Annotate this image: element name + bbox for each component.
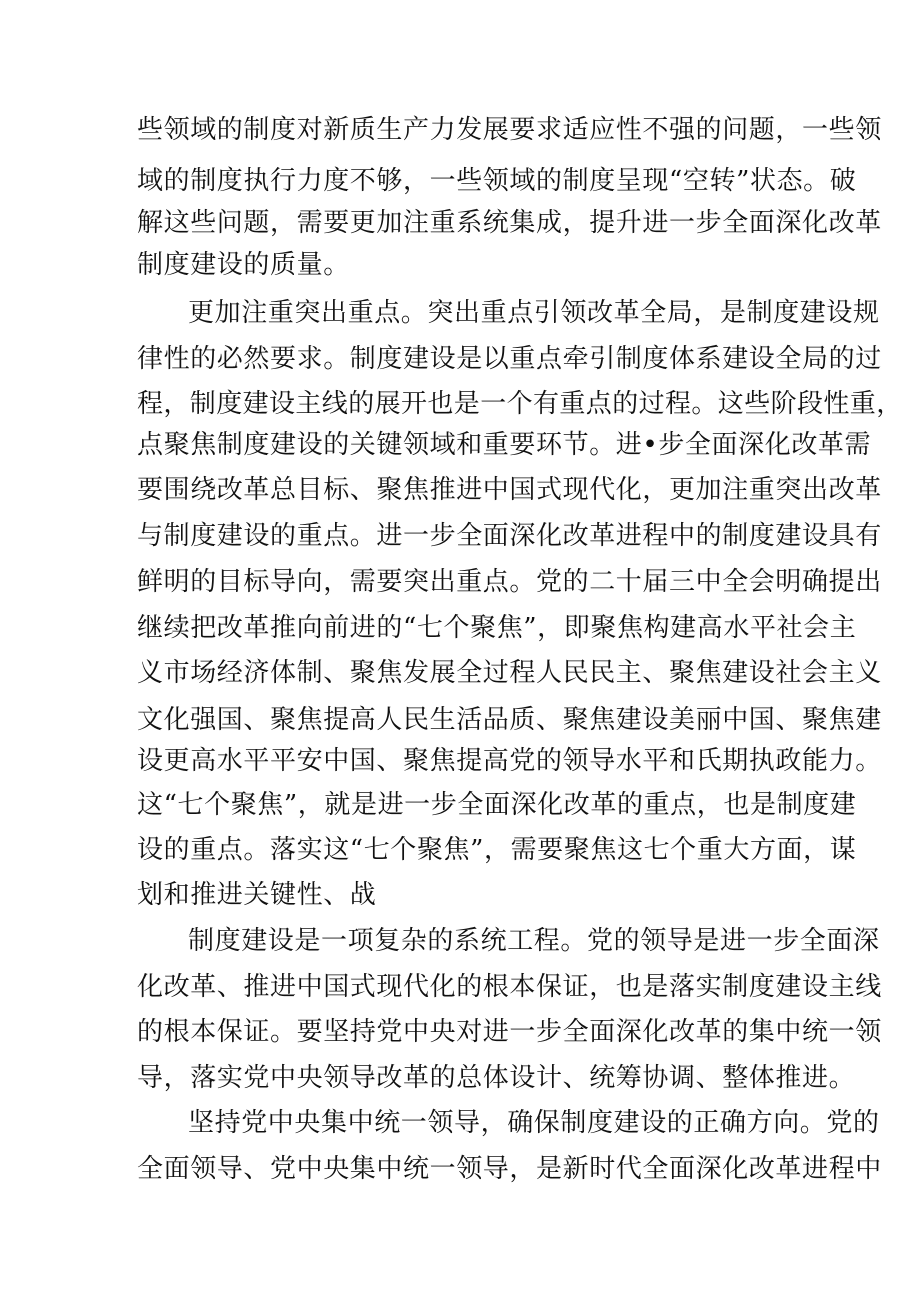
text-line: 制度建设的质量。 bbox=[137, 250, 350, 280]
text-line: 义市场经济体制、聚焦发展全过程人民民主、聚焦建设社会主义 bbox=[137, 658, 882, 688]
text-line: 导，落实党中央领导改革的总体设计、统筹协调、整体推进。 bbox=[137, 1063, 856, 1093]
text-line: 文化强国、聚焦提高人民生活品质、聚焦建设美丽中国、聚焦建 bbox=[137, 705, 882, 735]
text-line: 继续把改革推向前进的“七个聚焦”，即聚焦构建高水平社会主 bbox=[137, 613, 857, 643]
text-line: 设更高水平平安中国、聚焦提高党的领导水平和氏期执政能力。 bbox=[137, 746, 882, 776]
text-line: 点聚焦制度建设的关键领域和重要环节。进•步全面深化改革需 bbox=[137, 430, 872, 460]
text-line: 的根本保证。要坚持党中央对进一步全面深化改革的集中统一领 bbox=[137, 1017, 882, 1047]
text-line: 域的制度执行力度不够，一些领域的制度呈现“空转”状态。破 bbox=[137, 166, 857, 196]
text-line: 程，制度建设主线的展开也是一个有重点的过程。这些阶段性重， bbox=[137, 389, 903, 419]
text-line: 制度建设是一项复杂的系统工程。党的领导是进一步全面深 bbox=[188, 926, 880, 956]
text-line: 鲜明的目标导向，需要突出重点。党的二十届三中全会明确提出 bbox=[137, 567, 882, 597]
text-line: 些领域的制度对新质生产力发展要求适应性不强的问题，一些领 bbox=[137, 115, 882, 145]
text-line: 更加注重突出重点。突出重点引领改革全局，是制度建设规 bbox=[188, 298, 880, 328]
text-line: 设的重点。落实这“七个聚焦”，需要聚焦这七个重大方面，谋 bbox=[137, 835, 857, 865]
text-line: 划和推进关键性、战 bbox=[137, 880, 377, 910]
text-line: 化改革、推进中国式现代化的根本保证，也是落实制度建设主线 bbox=[137, 972, 882, 1002]
text-line: 全面领导、党中央集中统一领导，是新时代全面深化改革进程中 bbox=[137, 1154, 882, 1184]
text-line: 这“七个聚焦”，就是进一步全面深化改革的重点，也是制度建 bbox=[137, 790, 857, 820]
text-line: 与制度建设的重点。进一步全面深化改革进程中的制度建设具有 bbox=[137, 521, 882, 551]
text-line: 律性的必然要求。制度建设是以重点牵引制度体系建设全局的过 bbox=[137, 344, 882, 374]
text-line: 坚持党中央集中统一领导，确保制度建设的正确方向。党的 bbox=[188, 1108, 880, 1138]
text-line: 要围绕改革总目标、聚焦推进中国式现代化，更加注重突出改革 bbox=[137, 475, 882, 505]
text-line: 解这些问题，需要更加注重系统集成，提升进一步全面深化改革 bbox=[137, 208, 882, 238]
